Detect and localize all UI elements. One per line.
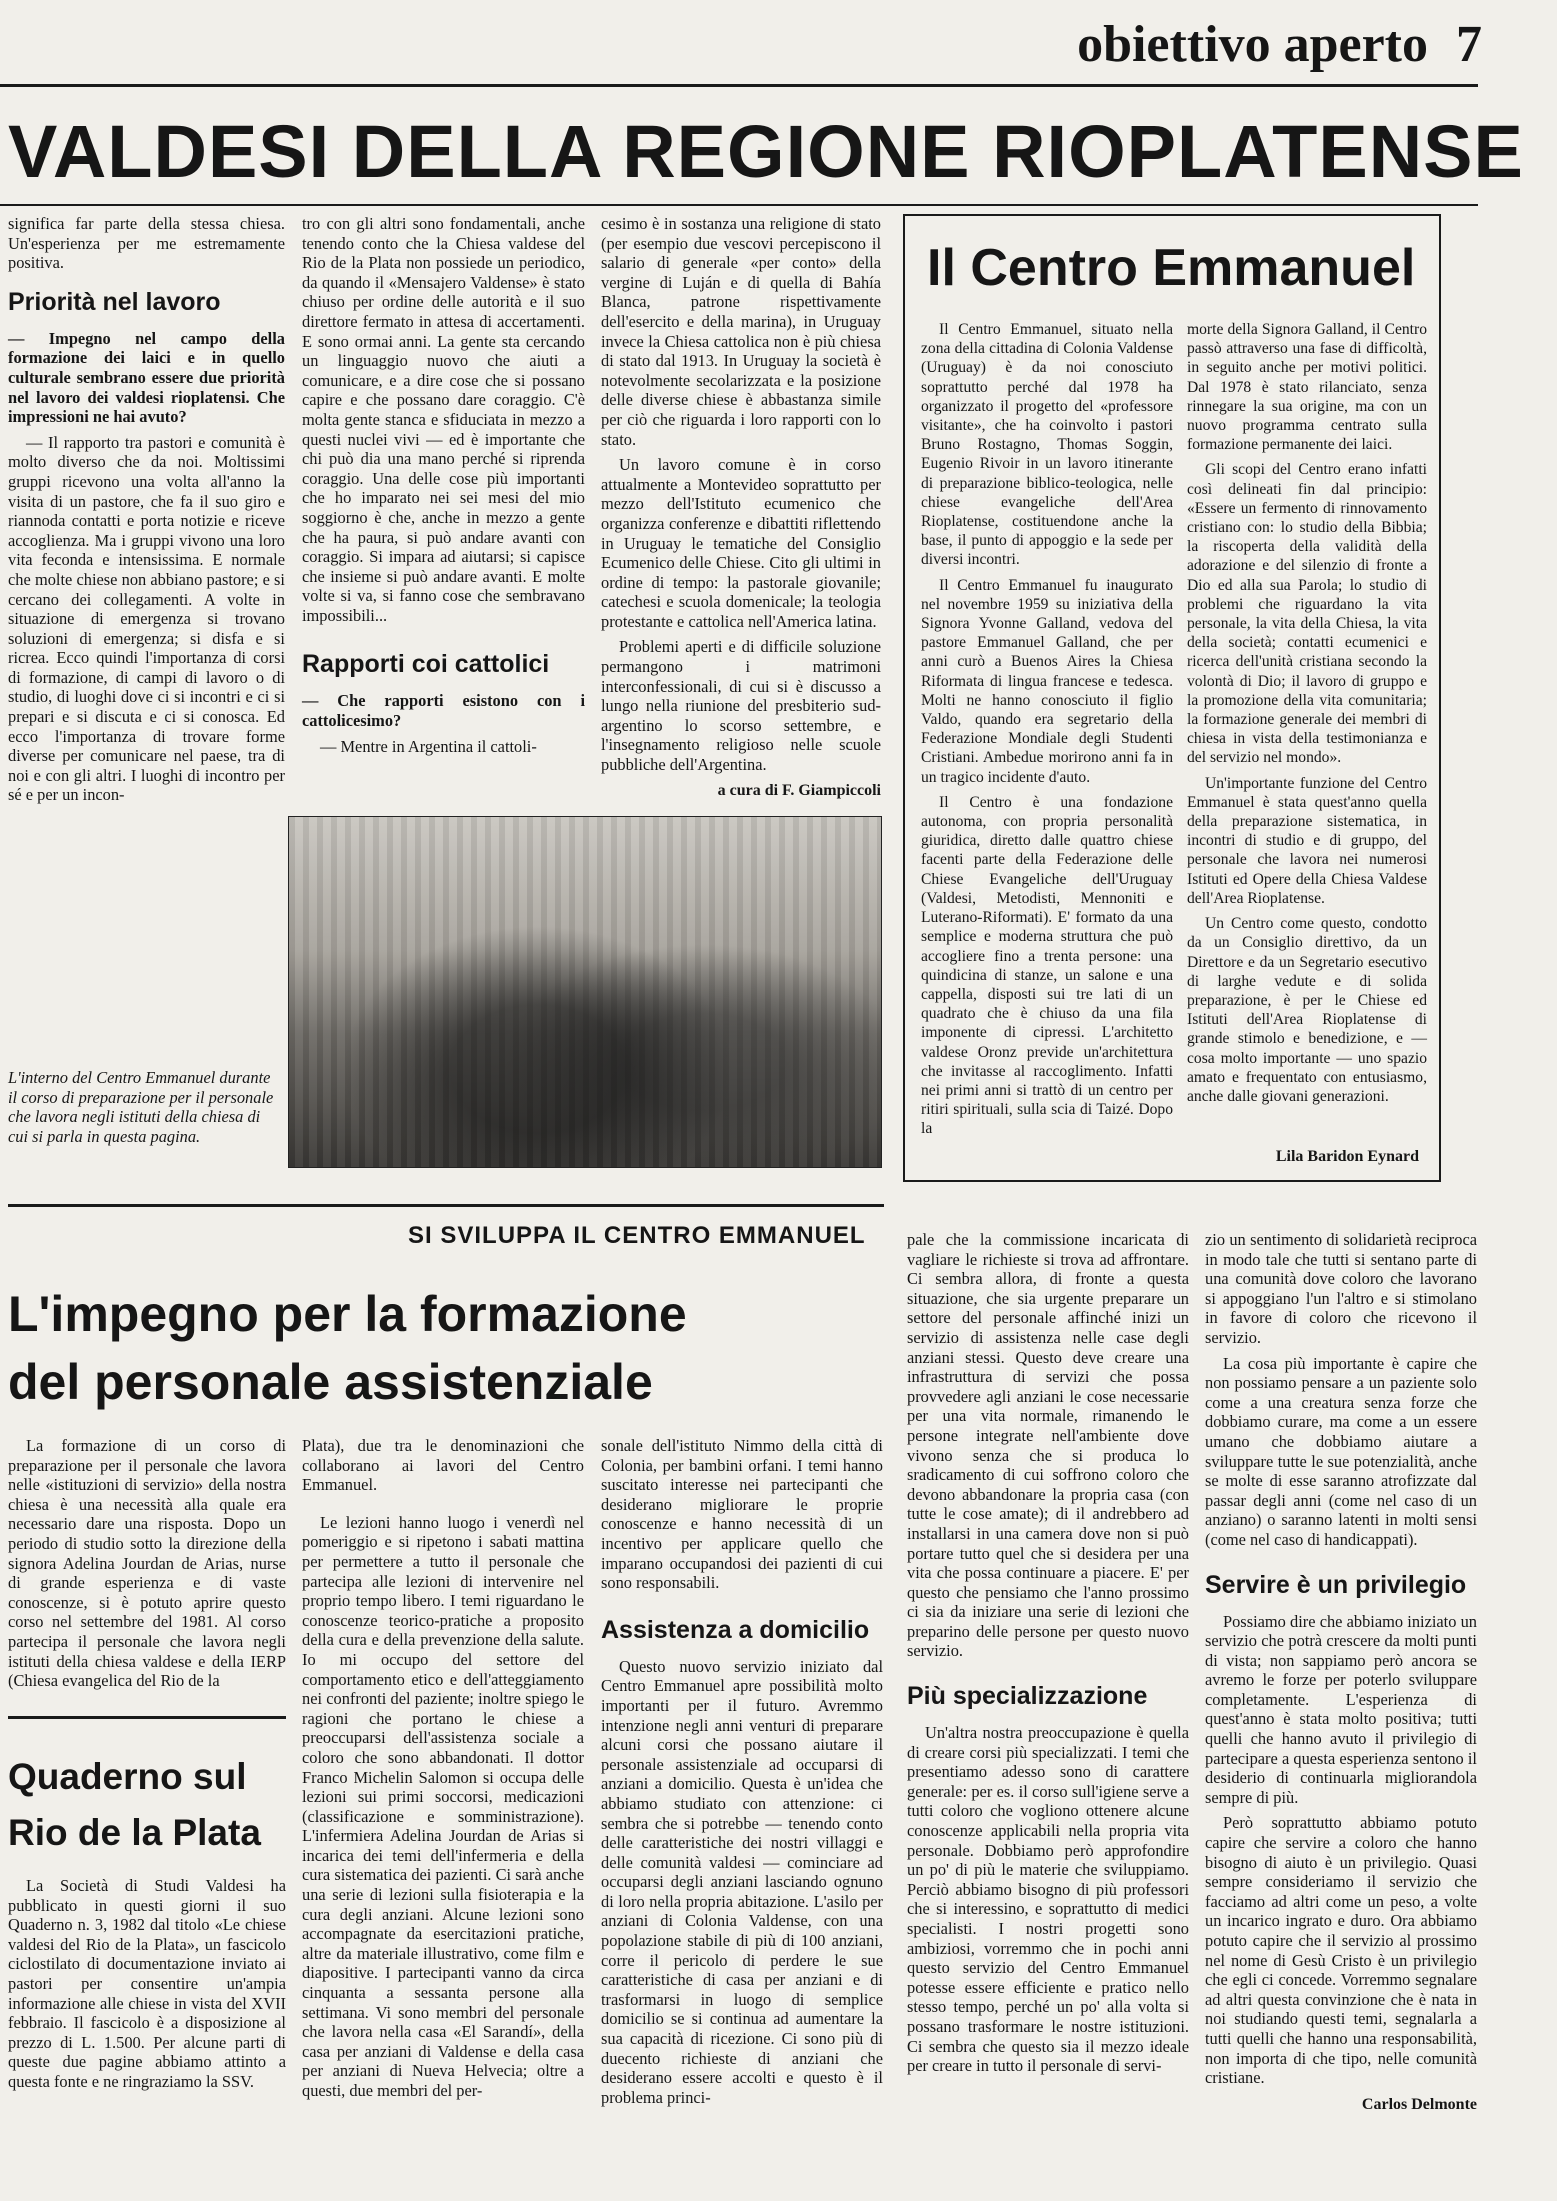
quaderno-paragraph: La Società di Studi Valdesi ha pubblicato in questi giorni il suo Quaderno n. 3, 1982 dal titolo «Le chiese valdesi del Rio de la Plata», un fascicolo ciclostilato di documentazione inviato ai pastori per consentire un'ampia informazione alle chiese in vista del XVII febbraio. Il fascicolo è a disposizione al prezzo di L. 1.500. Per alcune parti di queste due pagine abbiamo attinto a questa fonte e ne ringraziamo la SSV. (8, 1876, 286, 2091)
article-title-line-1: L'impegno per la formazione (8, 1286, 687, 1342)
article-paragraph: pale che la commissione incaricata di vagliare le richieste si trova ad affrontare. Ci sembra allora, di fronte a questa situazione, che sia urgente preparare un settore del personale affinché inizi un servizio di assistenza nelle case degli anziani stessi. Questo deve creare una infrastruttura di servizi che possa provvedere agli anziani le cose necessarie per una vita normale, rimanendo le persone integrate nell'ambiente dove vivono senza che si produca lo sradicamento di cui soffrono coloro che devono abbandonare la propria casa (con tutte le cose amate); di il andrebbero ad installarsi in una camera dove non si può portare tutto quel che si desidera per una vita che possa continuare a piacere. E' per questo che pensiamo che l'anno prossimo ci sia da iniziare una serie di lezioni che preparino delle persone per questo nuovo servizio. (907, 1230, 1189, 1661)
box-paragraph: Un Centro come questo, condotto da un Consiglio direttivo, da un Direttore e da un Segretario esecutivo di larghe vedute e di solida preparazione, è per le Chiese ed Istituti dell'Area Rioplatense di grande stimolo e benedizione, e — cosa molto importante — uno spazio amato e frequentato con entusiasmo, anche dalle giovani generazioni. (1187, 915, 1427, 1105)
box-paragraph: Il Centro Emmanuel fu inaugurato nel novembre 1959 su iniziativa della Signora Yvonne Galland, vedova del pastore Emmanuel Galland, che per anni curò a Buenos Aires la Chiesa Riformata di lingua francese e tedesca. Molti ne hanno conosciuto il figlio Valdo, quando era segretario della Federazione Mondiale degli Studenti Cristiani. Ambedue morirono anni fa in un tragico incidente d'auto. (921, 576, 1173, 786)
subheading-domicilio: Assistenza a domicilio (601, 1615, 870, 1644)
interview-paragraph: — Il rapporto tra pastori e comunità è molto diverso che da noi. Moltissimi gruppi ricevono una volta all'anno la visita di un pastore, che fa il suo giro e riannoda contatti e porta notizie e riceve accoglienza. Ma i gruppi vivono una loro vita feconda e intensissima. E normale che molte chiese non abbiano pastore; e si cercano dei collegamenti. A volte in situazione di emergenza si trovano soluzioni di emergenza; si disfa e si ricrea. Ecco quindi l'importanza di corsi di formazione, di campi di lavoro o di studio, di luoghi dove ci si incontri e ci si prepari e si discuta e ci si conosca. Ed ecco l'importanza di trovare forme diverse per comunicare nel paese, tra di noi e con gli altri. I luoghi di incontro per sé e per un incon- (8, 432, 285, 805)
subheading-priorita: Priorità nel lavoro (8, 287, 221, 316)
masthead (1077, 4, 1482, 86)
quaderno-title-line-1: Quaderno sul (8, 1756, 247, 1797)
article-kicker: SI SVILUPPA IL CENTRO EMMANUEL (408, 1222, 866, 1249)
article-title-line-2: del personale assistenziale (8, 1354, 653, 1410)
interview-paragraph: Problemi aperti e di difficile soluzione permangono i matrimoni interconfessionali, di cui si è discusso a lungo nella riunione del presbiterio sud-argentino lo scorso settembre, e l'insegnamento religioso nelle scuole pubbliche dell'Argentina. (601, 637, 881, 775)
box-paragraph: Il Centro Emmanuel, situato nella zona della cittadina di Colonia Valdense (Uruguay) è da noi conosciuto soprattutto perché dal 1978 ha organizzato il progetto del «professore visitante», che ha coinvolto i pastori Bruno Rostagno, Thomas Soggin, Eugenio Rivoir in un lavoro itinerante di preparazione biblico-teologica, nelle chiese evangeliche dell'Area Rioplatense, costituendone anche la base, il punto di appoggio e la sede per diversi incontri. (921, 321, 1173, 569)
photo-caption: L'interno del Centro Emmanuel durante il corso di preparazione per il personale che lavora negli istituti della chiesa di cui si parla in questa pagina. (8, 1068, 274, 1146)
interview-paragraph: tro con gli altri sono fondamentali, anche tenendo conto che la Chiesa valdese del Rio de la Plata non possiede un periodico, da quando il «Mensajero Valdense» è stato chiuso per ordine delle autorità e il suo direttore fermato in attesa di accertamenti. E sono ormai anni. La gente sta cercando un linguaggio nuovo che aiuti a comunicare, e a dire cose che si possano capire e che possano dare coraggio. C'è molta gente stanca e sfiduciata in mezzo a questi nuclei vivi — ed è importante che chi può dia una mano perché si riprenda coraggio. Una delle cose più importanti che ho imparato nei sei mesi del mio soggiorno è che, anche in mezzo a gente che ha paura, si può andare avanti con coraggio. Si impara ad aiutarsi; si capisce che insieme si può andare avanti. E molte volte si va, si fanno cose che sembravano impossibili... (302, 214, 585, 625)
interview-paragraph: — Mentre in Argentina il cattoli- (320, 736, 537, 756)
interview-question: — Impegno nel campo della formazione dei laici e in quello culturale sembrano essere due priorità nel lavoro dei valdesi rioplatensi. Che impressioni ne hai avuto? (8, 328, 285, 427)
article-signature: Carlos Delmonte (1361, 2095, 1477, 2113)
page-number: 7 (1456, 16, 1482, 73)
article-paragraph: sonale dell'istituto Nimmo della città di Colonia, per bambini orfani. I temi hanno suscitato interesse nei partecipanti che desiderano migliorare le proprie conoscenze e hanno necessità di un incentivo per applicare quello che imparano occupandosi dei pazienti di cui sono responsabili. (601, 1436, 883, 1593)
quaderno-rule (8, 1716, 286, 1719)
article-paragraph: Plata), due tra le denominazioni che collaborano ai lavori del Centro Emmanuel. (302, 1436, 584, 1495)
subheading-rapporti: Rapporti coi cattolici (302, 650, 550, 679)
page-headline: VALDESI DELLA REGIONE RIOPLATENSE (8, 110, 1524, 193)
interview-paragraph: cesimo è in sostanza una religione di stato (per esempio due vescovi percepiscono il salario di generale «per conto» della vergine di Luján e di quella di Bahía Blanca, patrone rispettivamente dell'esercito e della marina), in Uruguay invece la Chiesa cattolica non è più chiesa di stato dal 1913. In Uruguay la società è notevolmente secolarizzata e la posizione delle diverse chiese è abbastanza simile per ciò che riguarda i loro rapporti con lo stato. (601, 214, 881, 449)
box-paragraph: morte della Signora Galland, il Centro passò attraverso una fase di difficoltà, in seguito anche per motivi politici. Dal 1978 è stato rilanciato, senza rinnegare la sua origine, ma con un nuovo programma centrato sulla formazione permanente dei laici. (1187, 321, 1427, 454)
article-column-2 (302, 1436, 584, 2107)
section-rule (8, 1204, 884, 1207)
interview-column-1 (8, 214, 285, 811)
subheading-specializzazione: Più specializzazione (907, 1682, 1148, 1711)
article-paragraph: zio un sentimento di solidarietà reciproca in modo tale che tutti si sentano parte di una comunità dove coloro che lavorano si appoggiano l'un l'altro e si stimolano in favore di coloro che ricevono il servizio. (1205, 1230, 1477, 1347)
quaderno-title-line-2: Rio de la Plata (8, 1812, 261, 1853)
box-column-2 (1187, 320, 1427, 1112)
article-paragraph: Le lezioni hanno luogo i venerdì nel pomeriggio e si ripetono i sabati mattina per permettere a tutto il personale che partecipa alle lezioni di intervenire nel proprio tempo libero. I temi riguardano le conoscenze teorico-pratiche a proposito della cura e della prevenzione della salute. Io mi occupo del settore del comportamento etico e dell'atteggiamento nei confronti del paziente; inoltre spiego le ragioni che portano le chiese a preoccuparsi dell'assistenza sociale a coloro che sono abbandonati. Il dottor Franco Michelin Salomon si occupa delle lezioni sui primi soccorsi, medicazioni (classificazione e somministrazione). L'infermiera Adelina Jourdan de Arias si incarica dei temi dell'infermeria e della cura sistematica dei pazienti. Ci sarà anche una serie di lezioni sulla fisioterapia e la cura degli anziani. Alcune lezioni sono accompagnate da esercitazioni pratiche, altre da materiale illustrativo, come film e diapositive. I partecipanti vanno da circa cinquanta a sessanta persone alla settimana. Vi sono membri del personale che lavora nella casa «El Sarandí», della casa per anziani di Valdense e della casa per anziani di Nueva Helvecia; oltre a questi, due membri del per- (302, 1512, 584, 2100)
interview-column-2 (302, 214, 585, 762)
centro-interior-photo (288, 816, 882, 1168)
box-column-1 (921, 320, 1173, 1145)
article-paragraph: La formazione di un corso di preparazione per il personale che lavora nelle «istituzioni di servizio» della nostra chiesa è una necessità alla quale era necessario dare una risposta. Dopo un periodo di studio sotto la direzione della signora Adelina Jourdan de Arias, nurse di grande esperienza e di vaste conoscenze, si è potuto aprire questo corso nel settembre del 1981. Al corso partecipa il personale che lavora negli istituti della chiesa valdese e della IERP (Chiesa evangelica del Rio de la (8, 1436, 286, 1691)
box-paragraph: Un'importante funzione del Centro Emmanuel è stata quest'anno quella della preparazione sistematica, in incontri di studio e di gruppo, del personale che lavora nei numerosi Istituti ed Opere della Chiesa Valdese dell'Area Rioplatense. (1187, 774, 1427, 907)
subheading-servire: Servire è un privilegio (1205, 1570, 1467, 1599)
article-paragraph: Possiamo dire che abbiamo iniziato un servizio che potrà crescere da molti punti di vista; non sappiamo però ancora se avremo le forze per poterlo sviluppare completamente. L'esperienza di quest'anno è stata molto positiva; tutti quelli che hanno avuto il privilegio di partecipare a questa esperienza sentono il desiderio di continuarla migliorandola sempre di più. (1205, 1611, 1477, 1807)
article-column-3 (601, 1436, 883, 2113)
interview-credit: a cura di F. Giampiccoli (717, 781, 881, 799)
box-title: Il Centro Emmanuel (927, 239, 1416, 297)
box-paragraph: Gli scopi del Centro erano infatti così delineati fin dal principio: «Essere un fermento di rinnovamento cristiano con: lo studio della Bibbia; la riscoperta della validità della adorazione e del silenzio di fronte a Dio ed alla sua Parola; lo studio di problemi che riguardano la vita personale, la vita della Chiesa, la vita della società; contatti ecumenici e ricerca dell'unità cristiana secondo la volontà di Dio; il lavoro di gruppo e la promozione della vita comunitaria; la formazione generale dei membri di chiesa in vista della testimonianza e del servizio nel mondo». (1187, 461, 1427, 767)
centro-emmanuel-box (903, 214, 1441, 1182)
article-column-1 (8, 1436, 286, 1697)
headline-rule (0, 204, 1478, 206)
interview-paragraph: significa far parte della stessa chiesa. Un'esperienza per me estremamente positiva. (8, 214, 285, 273)
article-column-5 (1205, 1230, 1477, 2114)
masthead-rule (0, 84, 1478, 87)
article-paragraph: Questo nuovo servizio iniziato dal Centro Emmanuel apre possibilità molto importanti per il futuro. Avremmo intenzione negli anni venturi di preparare alcuni corsi che possano aiutare il personale assistenziale ad occuparsi di anziani a domicilio. Questa è un'idea che abbiamo studiato con attenzione: ci sembra che si potrebbe — tenendo conto delle caratteristiche dei nostri villaggi e delle comunità valdesi — cominciare ad occuparsi degli anziani lasciando ognuno di loro nella propria abitazione. L'asilo per anziani di Colonia Valdense, con una popolazione stabile di più di 100 anziani, corre il pericolo di perdere le sue caratteristiche di casa per anziani e di trasformarsi in luogo di semplice domicilio se si continua ad aumentare la sua capacità di ricezione. Ci sono più di duecento richieste di anziani che desiderano essere accolti e questo è il problema princi- (601, 1656, 883, 2107)
box-signature: Lila Baridon Eynard (1275, 1148, 1419, 1165)
interview-question: — Che rapporti esistono con i cattolicesimo? (302, 691, 585, 731)
box-paragraph: Il Centro è una fondazione autonoma, con propria personalità giuridica, diretto dalle quattro chiese facenti parte della Federazione delle Chiese Evangeliche dell'Uruguay (Valdesi, Metodisti, Mennoniti e Luterano-Riformati). E' formato da una semplice e moderna struttura che può accogliere fino a trenta persone: una quindicina di stanze, un salone e una cappella, disposti sui tre lati di un quadrato che è chiuso da una fila imponente di cipressi. L'architetto valdese Oronz previde un'architettura che invitasse al raccoglimento. Infatti nei primi anni si trattò di un centro per ritiri spirituali, sulla scia di Taizé. Dopo la (921, 793, 1173, 1138)
article-paragraph: Un'altra nostra preoccupazione è quella di creare corsi più specializzati. I temi che presentiamo adesso sono di carattere generale: per es. il corso sull'igiene serve a tutti coloro che vogliono ottenere alcune conoscenze applicabili nella propria vita personale. Dobbiamo però approfondire un po' di più le materie che sviluppiamo. Perciò abbiamo bisogno di più professori che si interessino, e soprattutto di medici specialisti. I nostri progetti sono ambiziosi, vorremmo che in pochi anni questo servizio del Centro Emmanuel potesse essere efficiente e pratico nello stesso tempo, perché un po' alla volta si possano trasformare le nostre istituzioni. Ci sembra che questo sia il mezzo ideale per creare in tutto il personale di servi- (907, 1723, 1189, 2076)
interview-paragraph: Un lavoro comune è in corso attualmente a Montevideo soprattutto per mezzo dell'Istituto ecumenico che organizza conferenze e dibattiti riflettendo in Uruguay le tematiche del Consiglio Ecumenico delle Chiese. Cito gli ultimi in ordine di tempo: la pastorale giovanile; catechesi e scuola domenicale; la teologia protestante e cattolica nell'America latina. (601, 455, 881, 631)
section-name: obiettivo aperto (1077, 16, 1428, 73)
article-paragraph: Però soprattutto abbiamo potuto capire che servire a coloro che hanno bisogno di aiuto è un privilegio. Quasi sempre consideriamo il servizio che facciamo ad altri come un peso, a volte un incarico ingrato e duro. Ora abbiamo potuto capire che il servizio al prossimo nel nome di Gesù Cristo è un privilegio che egli ci concede. Vorremmo segnalare ad altri questa convinzione che è nata in noi studiando questi temi, segnalarla a tutti quelli che hanno una responsabilità, non importa di che tipo, nelle comunità cristiane. (1205, 1813, 1477, 2088)
quaderno-body (8, 1876, 286, 2098)
article-paragraph: La cosa più importante è capire che non possiamo pensare a un paziente solo come a una creatura senza forze che dobbiamo curare, ma come a un essere umano che dobbiamo aiutare a sviluppare tutte le sue potenzialità, anche se molte di esse saranno atrofizzate dal passar degli anni (come nel caso di un anziano) o saranno latenti in molti sensi (come nel caso di handicappati). (1205, 1353, 1477, 1549)
interview-column-3 (601, 214, 881, 800)
article-column-4 (907, 1230, 1189, 2082)
